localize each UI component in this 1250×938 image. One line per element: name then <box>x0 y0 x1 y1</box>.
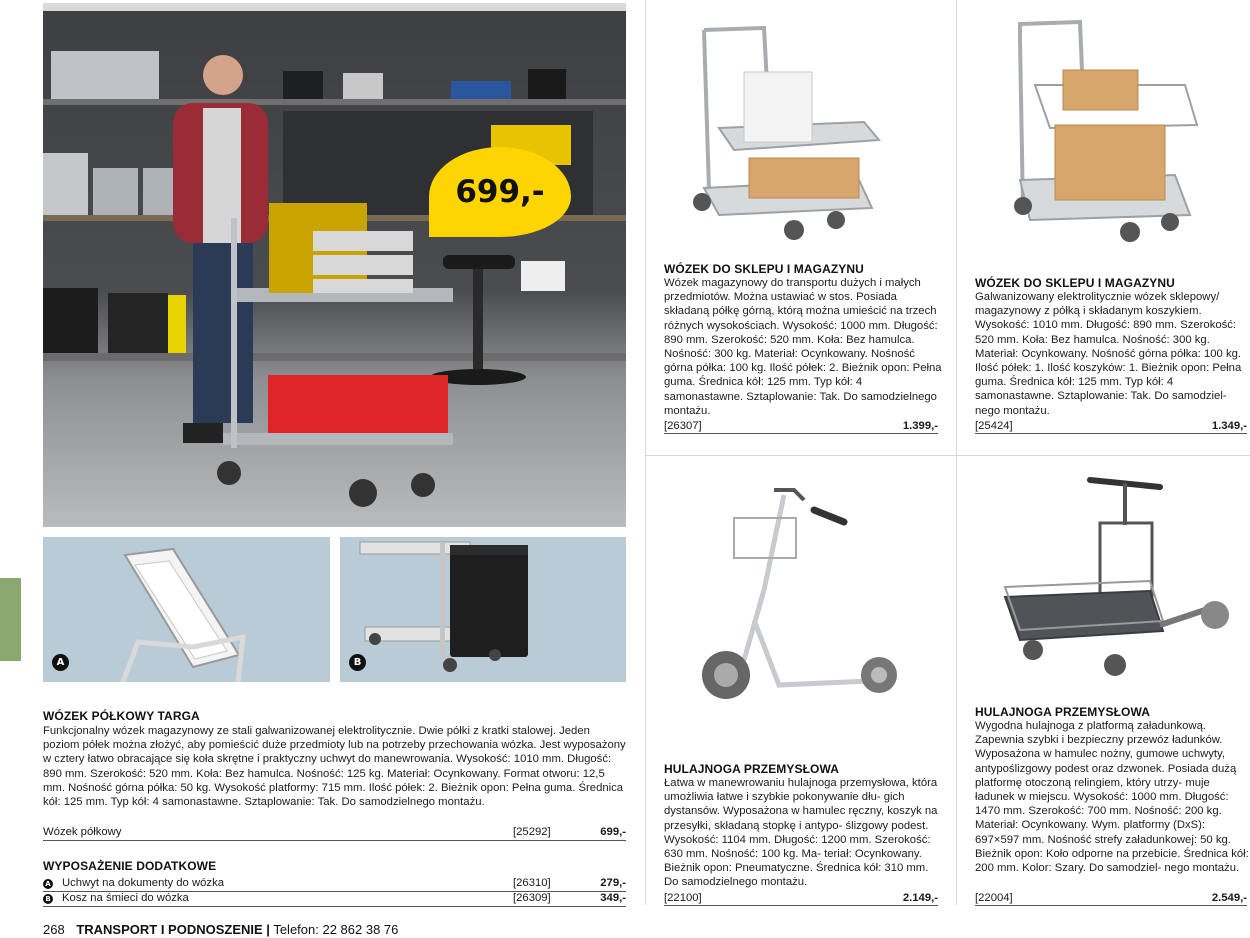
accessory-row-a <box>43 877 626 892</box>
product-4-row <box>975 892 1247 906</box>
accessories-title: WYPOSAŻENIE DODATKOWE <box>43 859 217 873</box>
product-1-code: [26307] <box>664 420 702 432</box>
product-1-row <box>664 420 938 434</box>
product-4-price: 2.549,- <box>1211 892 1247 904</box>
product-2-price: 1.349,- <box>1211 420 1247 432</box>
accessory-row-b-name: Kosz na śmieci do wózka <box>62 892 189 904</box>
accessory-row-b-code: [26309] <box>513 892 551 904</box>
product-2-code: [25424] <box>975 420 1013 432</box>
accessory-b-photo <box>340 537 626 682</box>
page-number: 268 <box>43 922 65 937</box>
product-4-title: HULAJNOGA PRZEMYSŁOWA <box>975 705 1150 719</box>
product-3-row <box>664 892 938 906</box>
section-side-tab <box>0 578 21 661</box>
product-4-code: [22004] <box>975 892 1013 904</box>
main-product-description: Funkcjonalny wózek magazynowy ze stali galwanizowanej elektrolitycznie. Dwie półki z kratki stalowej. Jeden poziom półek można złożyć, aby pomieścić duże przedmioty lub na potrzeby przechowania wózka. Jest wyposażony w cztery łatwo obracające się koła skrętne i praktyczny uchwyt do manewrowania. Wysokość: 1010 mm. Długość: 890 mm. Szerokość: 520 mm. Koła: Bez hamulca. Nośność: 125 kg. Materiał: Ocynkowany. Format otworu: 12,5 mm. Nośność górna półka: 50 kg. Wysokość platformy: 715 mm. Ilość półek: 2. Bieżnik opon: Pełna guma. Średnica kół: 125 mm. Typ kół: 4 samonastawne. Sztaplowanie: Tak. Do samodzielnego montażu. <box>43 725 626 809</box>
accessory-a-photo <box>43 537 330 682</box>
product-3-image <box>664 470 944 720</box>
product-3-price: 2.149,- <box>902 892 938 904</box>
product-1-title: WÓZEK DO SKLEPU I MAGAZYNU <box>664 262 864 276</box>
accessory-row-b <box>43 892 626 907</box>
page-footer <box>43 922 398 937</box>
product-2-image <box>975 10 1245 260</box>
main-product-title: WÓZEK PÓŁKOWY TARGA <box>43 709 200 723</box>
accessory-a-badge: A <box>52 654 69 671</box>
product-2-title: WÓZEK DO SKLEPU I MAGAZYNU <box>975 276 1175 290</box>
product-1-description: Wózek magazynowy do transportu dużych i małych przedmiotów. Można ustawiać w stos. Posiada składaną półkę górną, którą można umieścić na trzech różnych wysokościach. Wysokość: 1000 mm. Długość: 890 mm. Szerokość: 520 mm. Koła: Bez hamulca. Nośność: 300 kg. Materiał: Ocynkowany. Nośność górna półka: 100 kg. Ilość półek: 2. Bieżnik opon: Pełna guma. Średnica kół: 125 mm. Typ kół: 4 samonastawne. Sztaplowanie: Tak. Do samodzielnego montażu. <box>664 277 942 417</box>
accessory-row-a-badge: A <box>43 879 53 889</box>
product-4-description: Wygodna hulajnoga z platformą załadunkową. Zapewnia szybki i bezpieczny przewóz ładunków. Wyposażona w hamulec nożny, gumowe uchwyty, antypoślizgowy podest oraz dzwonek. Posiada dużą platformę otoczoną relingiem, który utrzy- muje ładunek w miejscu. Wysokość: 1000 mm. Długość: 1470 mm. Szerokość: 700 mm. Nośność: 200 kg. Materiał: Ocynkowany. Wym. platformy (DxS): 697×597 mm. Nośność strefy załadunkowej: 50 kg. Bieżnik opon: Koło odporne na przebicie. Średnica kół: 200 mm. Kolor: Szary. Do samodziel- nego montażu. <box>975 720 1249 875</box>
accessory-row-b-badge: B <box>43 894 53 904</box>
accessory-row-b-price: 349,- <box>600 892 626 904</box>
main-product-row <box>43 826 626 841</box>
section-name: TRANSPORT I PODNOSZENIE | <box>76 922 270 937</box>
main-product-code: [25292] <box>513 826 551 838</box>
product-2-description: Galwanizowany elektrolitycznie wózek sklepowy/ magazynowy z półką i składanym koszykiem. Wysokość: 1010 mm. Długość: 890 mm. Szerokość: 520 mm. Koła: Bez hamulca. Nośność: 300 kg. Materiał: Ocynkowany. Nośność górna półka: 100 kg. Ilość półek: 1. Ilość koszyków: 1. Bieżnik opon: Pełna guma. Średnica kół: 125 mm. Typ kół: 4 samonastawne. Sztaplowanie: Tak. Do samodziel- nego montażu. <box>975 291 1242 417</box>
hero-price-badge: 699,- <box>429 147 571 237</box>
hero-photo <box>43 3 626 527</box>
product-4-image <box>985 465 1245 695</box>
product-1-image <box>664 10 944 245</box>
product-3-description: Łatwa w manewrowaniu hulajnoga przemysłowa, która umożliwia łatwe i szybkie pokonywanie dłu- gich dystansów. Wyposażona w hamulec ręczny, koszyk na przesyłki, składaną stopkę i antypo- ślizgowy podest. Wysokość: 1104 mm. Długość: 1200 mm. Szerokość: 630 mm. Nośność: 100 kg. Ma- teriał: Ocynkowany. Bieżnik opon: Pneumatyczne. Średnica kół: 310 mm. Do samodzielnego montażu. <box>664 777 938 889</box>
accessory-b-badge: B <box>349 654 366 671</box>
column-divider-left <box>645 0 646 905</box>
footer-phone: Telefon: 22 862 38 76 <box>273 922 399 937</box>
accessory-row-a-code: [26310] <box>513 877 551 889</box>
column-divider-right <box>956 0 957 905</box>
product-3-code: [22100] <box>664 892 702 904</box>
main-product-price: 699,- <box>600 826 626 838</box>
row-divider <box>645 455 1250 456</box>
product-3-title: HULAJNOGA PRZEMYSŁOWA <box>664 762 839 776</box>
product-1-price: 1.399,- <box>902 420 938 432</box>
accessory-row-a-price: 279,- <box>600 877 626 889</box>
main-product-name: Wózek półkowy <box>43 826 122 838</box>
accessory-row-a-name: Uchwyt na dokumenty do wózka <box>62 877 225 889</box>
product-2-row <box>975 420 1247 434</box>
